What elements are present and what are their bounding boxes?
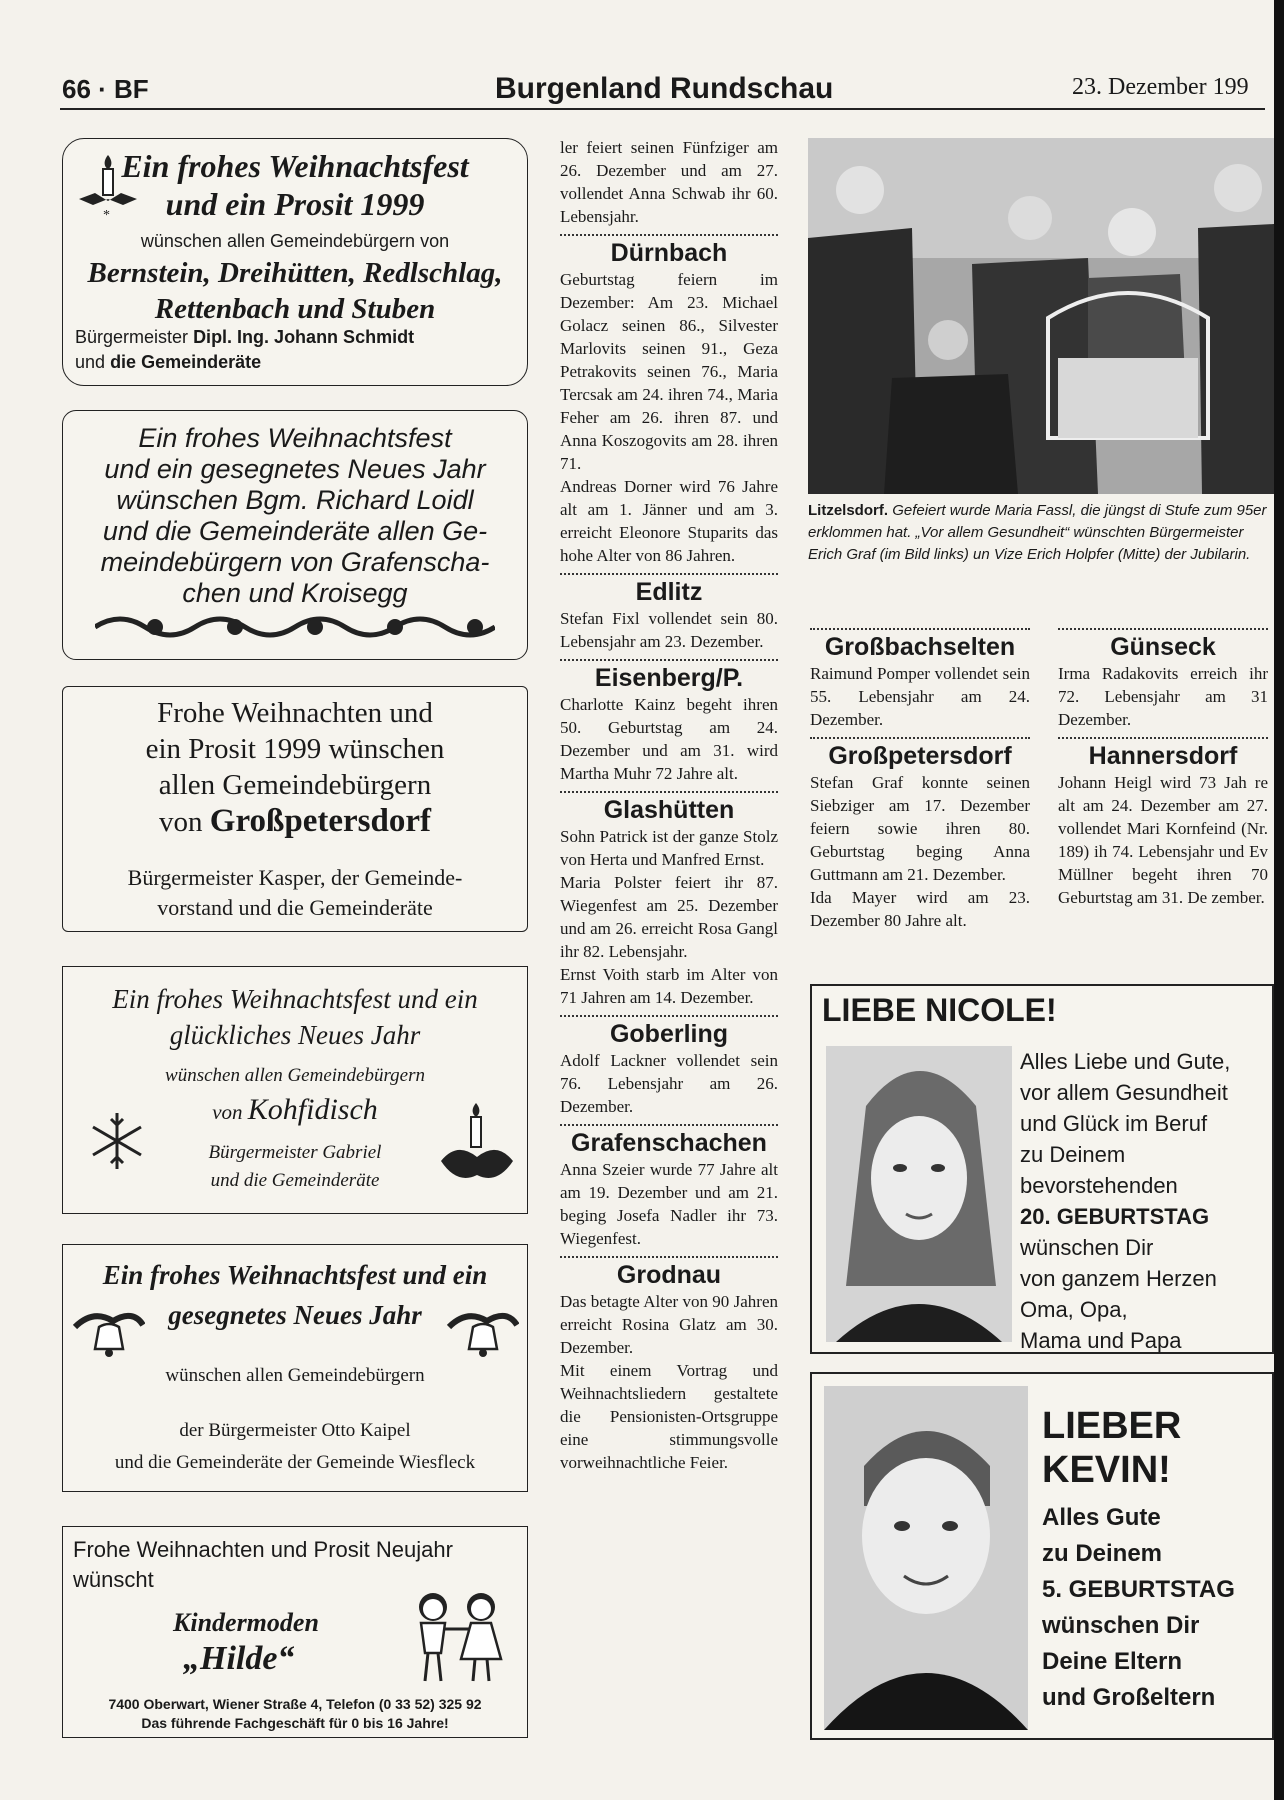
ad4-line-2: glückliches Neues Jahr — [169, 1020, 421, 1050]
ad3-line-3: allen Gemeindebürgern — [158, 769, 432, 801]
bday2-line-4: wünschen Dir — [1042, 1612, 1200, 1639]
section-title: Edlitz — [635, 578, 703, 606]
section-paragraph: Charlotte Kainz begeht ihren 50. Geburtstag am 24. Dezember und am 31. wird Martha Muhr 72 Jahre alt. — [560, 695, 778, 783]
newspaper-title: Burgenland Rundschau — [495, 72, 834, 105]
bday2-line-1: Alles Gute — [1042, 1504, 1161, 1531]
ad1-line-2: und ein Prosit 1999 — [165, 186, 425, 222]
section-title: Hannersdorf — [1088, 742, 1238, 770]
ad3-line-5: Bürgermeister Kasper, der Gemeinde- — [127, 865, 463, 890]
bday1-line-6: 20. GEBURTSTAG — [1020, 1204, 1210, 1229]
photo-caption — [808, 500, 1274, 566]
ad3-line-6: vorstand und die Gemeinderäte — [157, 895, 433, 920]
ad-kohfidisch — [62, 966, 528, 1214]
ad1-line-7a: und — [75, 352, 106, 372]
shop-logo-line-2: „Hilde“ — [183, 1640, 295, 1677]
ad4-line-6: und die Gemeinderäte — [210, 1170, 380, 1191]
ornament-border-icon — [95, 611, 495, 643]
ad2-line-2: und ein gesegnetes Neues Jahr — [104, 454, 486, 484]
section-title: Großpetersdorf — [828, 742, 1012, 770]
section-title: Goberling — [609, 1020, 729, 1048]
ad2-line-1: Ein frohes Weihnachtsfest — [138, 423, 452, 453]
section-paragraph: Anna Szeier wurde 77 Jahre alt am 19. Dezember und am 21. beging Josefa Nadler ihr 73. Wiegenfest. — [560, 1160, 778, 1248]
section-paragraph: Sohn Patrick ist der ganze Stolz von Herta und Manfred Ernst. — [560, 827, 778, 869]
ad-kindermoden-hilde — [62, 1526, 528, 1738]
issue-date: 23. Dezember 199 — [1072, 74, 1249, 100]
ad4-line-1: Ein frohes Weihnachtsfest und ein — [112, 984, 478, 1014]
section-title: Dürnbach — [610, 239, 728, 267]
ad4-town-name: Kohfidisch — [247, 1093, 378, 1126]
section-paragraph: Geburtstag feiern im Dezember: Am 23. Michael Golacz seinen 86., Silvester Marlovits seinen 91., Geza Petrakovits seinen 76., Maria Tercsak am 24. ihren 74., Maria Feher am 26. ihren 87. und Anna Koszogovits am 28. ihren 71. — [560, 270, 778, 473]
bday1-line-1: Alles Liebe und Gute, — [1020, 1049, 1231, 1074]
ad3-line-2: ein Prosit 1999 wünschen — [145, 733, 445, 765]
scan-edge-shadow — [1274, 0, 1284, 1800]
svg-text:*: * — [103, 208, 110, 219]
page-reference: 66 · BF — [62, 74, 149, 104]
ad-grosspetersdorf — [62, 686, 528, 932]
portrait-photo-kevin — [824, 1386, 1028, 1730]
ad6-line-1: Frohe Weihnachten und Prosit Neujahr — [73, 1537, 453, 1562]
birthday-ad-nicole — [810, 984, 1274, 1354]
ad3-line-4a: von — [159, 806, 203, 838]
ad3-line-1: Frohe Weihnachten und — [157, 697, 433, 729]
shop-slogan: Das führende Fachgeschäft für 0 bis 16 Jahre! — [141, 1715, 449, 1731]
section-grosspetersdorf — [810, 737, 1030, 932]
photo-jubilee — [808, 138, 1274, 494]
ad3-town-name: Großpetersdorf — [209, 803, 431, 839]
snowflake-icon — [87, 1111, 147, 1171]
candle-wreath-icon — [437, 1101, 517, 1191]
section-paragraph: Johann Heigl wird 73 Jah re alt am 24. Dezember am 27. vollendet Mari Kornfeind (Nr. 189) ih 74. Lebensjahr und Ev Müllner begeht ihren 70 Geburtstag am 31. De zember. — [1058, 773, 1268, 907]
ad5-line-4: der Bürgermeister Otto Kaipel — [179, 1420, 411, 1441]
ad5-line-1: Ein frohes Weihnachtsfest und ein — [102, 1260, 488, 1290]
ad1-line-3: wünschen allen Gemeindebürgern von — [140, 231, 450, 251]
ad4-line-4a: von — [212, 1100, 243, 1124]
ad4-line-3: wünschen allen Gemeindebürgern — [165, 1065, 425, 1086]
section-paragraph: Raimund Pomper vollendet sein 55. Lebensjahr am 24. Dezember. — [810, 664, 1030, 729]
bday1-line-8: von ganzem Herzen — [1020, 1266, 1217, 1291]
section-paragraph: Ernst Voith starb im Alter von 71 Jahren am 14. Dezember. — [560, 965, 778, 1007]
section-paragraph: Andreas Dorner wird 76 Jahre alt am 1. Jänner und am 3. erreicht Eleonore Stuparits das hohe Alter von 86 Jahren. — [560, 477, 778, 565]
section-guenseck — [1058, 628, 1268, 731]
bday1-line-7: wünschen Dir — [1020, 1235, 1154, 1260]
shop-logo-line-1: Kindermoden — [173, 1608, 319, 1637]
section-title: Großbachselten — [824, 633, 1016, 661]
portrait-photo-nicole — [826, 1046, 1012, 1342]
children-icon — [403, 1587, 513, 1687]
section-eisenberg — [560, 659, 778, 785]
bday2-title-1: LIEBER — [1042, 1405, 1182, 1447]
section-title: Eisenberg/P. — [594, 664, 744, 692]
section-paragraph: Ida Mayer wird am 23. Dezember 80 Jahre alt. — [810, 888, 1030, 930]
section-edlitz — [560, 573, 778, 653]
caption-place: Litzelsdorf. — [808, 502, 889, 519]
bday1-title: LIEBE NICOLE! — [822, 992, 1057, 1028]
right-column-2 — [1058, 628, 1268, 909]
ad1-line-1: Ein frohes Weihnachtsfest — [121, 148, 469, 184]
bday1-line-5: bevorstehenden — [1020, 1173, 1178, 1198]
bday2-title-2: KEVIN! — [1042, 1449, 1171, 1491]
section-title: Glashütten — [603, 796, 735, 824]
bday2-line-6: und Großeltern — [1042, 1684, 1216, 1711]
section-goberling — [560, 1015, 778, 1118]
section-paragraph: Das betagte Alter von 90 Jahren erreicht Rosina Glatz am 30. Dezember. — [560, 1292, 778, 1357]
ad-grafenschachen — [62, 410, 528, 660]
section-hannersdorf — [1058, 737, 1268, 909]
ad2-line-5: meindebürgern von Grafenscha- — [100, 547, 490, 577]
section-paragraph: Stefan Fixl vollendet sein 80. Lebensjahr am 23. Dezember. — [560, 609, 778, 651]
bday1-line-10: Mama und Papa — [1020, 1328, 1182, 1353]
bday2-line-2: zu Deinem — [1042, 1540, 1163, 1567]
section-paragraph: Adolf Lackner vollendet sein 76. Lebensjahr am 26. Dezember. — [560, 1051, 778, 1116]
ad1-line-5: Rettenbach und Stuben — [154, 293, 436, 325]
ad1-line-4: Bernstein, Dreihütten, Redlschlag, — [87, 257, 503, 289]
section-grodnau — [560, 1256, 778, 1474]
header-rule — [60, 108, 1265, 110]
section-title: Grodnau — [616, 1261, 722, 1289]
ad2-line-6: chen und Kroisegg — [182, 578, 408, 608]
ad1-mayor-name: Dipl. Ing. Johann Schmidt — [193, 327, 415, 347]
ad1-council: die Gemeinderäte — [110, 352, 262, 372]
ad5-line-3: wünschen allen Gemeindebürgern — [165, 1365, 425, 1386]
news-intro: ler feiert seinen Fünfziger am 26. Dezember und am 27. vollendet Anna Schwab ihr 60. Lebensjahr. — [560, 138, 778, 226]
bday1-line-3: und Glück im Beruf — [1020, 1111, 1208, 1136]
bell-right-icon — [447, 1307, 519, 1363]
ad2-line-3: wünschen Bgm. Richard Loidl — [116, 485, 474, 515]
section-duernbach — [560, 234, 778, 567]
section-title: Günseck — [1110, 633, 1216, 661]
bday1-line-9: Oma, Opa, — [1020, 1297, 1128, 1322]
right-column-1 — [810, 628, 1030, 932]
section-glashuetten — [560, 791, 778, 1009]
ad4-line-5: Bürgermeister Gabriel — [208, 1142, 382, 1163]
bday1-line-2: vor allem Gesundheit — [1020, 1080, 1228, 1105]
caption-text: Gefeiert wurde Maria Fassl, die jüngst di Stufe zum 95er erklommen hat. „Vor allem Gesundheit“ wünschten Bürgermeister Erich Graf (im Bild links) un Vize Erich Holpfer (Mitte) der Jubilarin. — [808, 502, 1267, 563]
ad-bernstein — [62, 138, 528, 386]
birthday-ad-kevin — [810, 1372, 1274, 1740]
bell-left-icon — [73, 1307, 145, 1363]
bday1-line-4: zu Deinem — [1020, 1142, 1126, 1167]
section-paragraph: Maria Polster feiert ihr 87. Wiegenfest am 25. Dezember und am 26. erreicht Rosa Gangl ihr 82. Lebensjahr. — [560, 873, 778, 961]
shop-address: 7400 Oberwart, Wiener Straße 4, Telefon (0 33 52) 325 92 — [108, 1696, 482, 1712]
birthday-news-column — [560, 136, 778, 1474]
section-title: Grafenschachen — [571, 1129, 767, 1157]
ad5-line-2: gesegnetes Neues Jahr — [168, 1300, 422, 1330]
bday2-line-3: 5. GEBURTSTAG — [1042, 1576, 1235, 1603]
section-grossbachselten — [810, 628, 1030, 731]
section-paragraph: Stefan Graf konnte seinen Siebziger am 17. Dezember feiern sowie ihren 80. Geburtstag beging Anna Guttmann am 21. Dezember. — [810, 773, 1030, 884]
ad6-line-2: wünscht — [73, 1567, 154, 1592]
photo-people-illustration — [808, 138, 1274, 494]
ad-wiesfleck — [62, 1244, 528, 1492]
section-paragraph: Mit einem Vortrag und Weihnachtsliedern gestaltete die Pensionisten-Ortsgruppe eine stimmungsvolle vorweihnachtliche Feier. — [560, 1361, 778, 1472]
bday2-line-5: Deine Eltern — [1042, 1648, 1183, 1675]
section-grafenschachen — [560, 1124, 778, 1250]
ad2-line-4: und die Gemeinderäte allen Ge- — [102, 516, 488, 546]
section-paragraph: Irma Radakovits erreich ihr 72. Lebensjahr am 31 Dezember. — [1058, 664, 1268, 729]
ad5-line-5: und die Gemeinderäte der Gemeinde Wiesfleck — [114, 1452, 476, 1473]
ad1-line-6a: Bürgermeister — [75, 327, 189, 347]
